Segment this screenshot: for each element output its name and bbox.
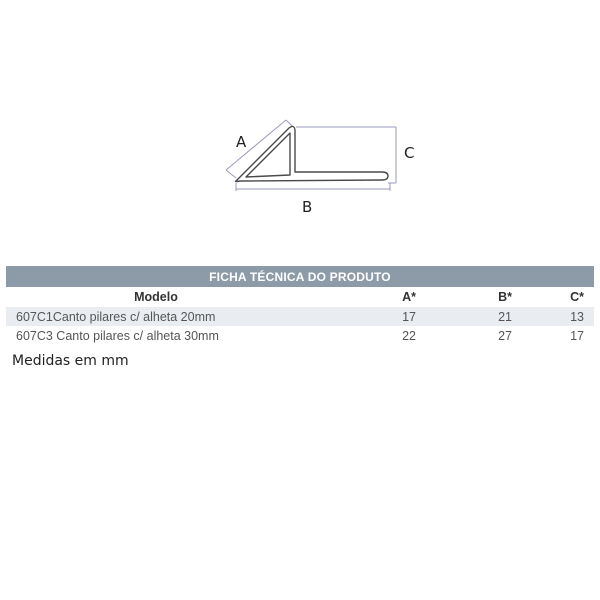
profile-diagram bbox=[0, 0, 600, 230]
cell-c: 13 bbox=[512, 307, 594, 326]
cell-b: 21 bbox=[416, 307, 512, 326]
header-b: B* bbox=[416, 287, 512, 307]
table-row bbox=[6, 326, 594, 345]
cell-c: 17 bbox=[512, 326, 594, 345]
dimension-b-lines bbox=[236, 183, 390, 191]
measurement-note: Medidas em mm bbox=[12, 353, 129, 369]
cell-a: 22 bbox=[306, 326, 416, 345]
label-a: A bbox=[236, 133, 247, 151]
header-modelo: Modelo bbox=[6, 287, 306, 307]
cell-b: 27 bbox=[416, 326, 512, 345]
spec-table bbox=[6, 266, 594, 345]
header-a: A* bbox=[306, 287, 416, 307]
label-c: C bbox=[404, 144, 415, 162]
dimension-c-lines bbox=[296, 127, 396, 183]
cell-modelo: 607C3 Canto pilares c/ alheta 30mm bbox=[6, 326, 306, 345]
table-row bbox=[6, 307, 594, 326]
table-header-row bbox=[6, 287, 594, 307]
header-c: C* bbox=[512, 287, 594, 307]
cell-a: 17 bbox=[306, 307, 416, 326]
profile-shape bbox=[236, 126, 389, 181]
label-b: B bbox=[302, 198, 313, 216]
table-title: FICHA TÉCNICA DO PRODUTO bbox=[6, 266, 594, 287]
cell-modelo: 607C1Canto pilares c/ alheta 20mm bbox=[6, 307, 306, 326]
